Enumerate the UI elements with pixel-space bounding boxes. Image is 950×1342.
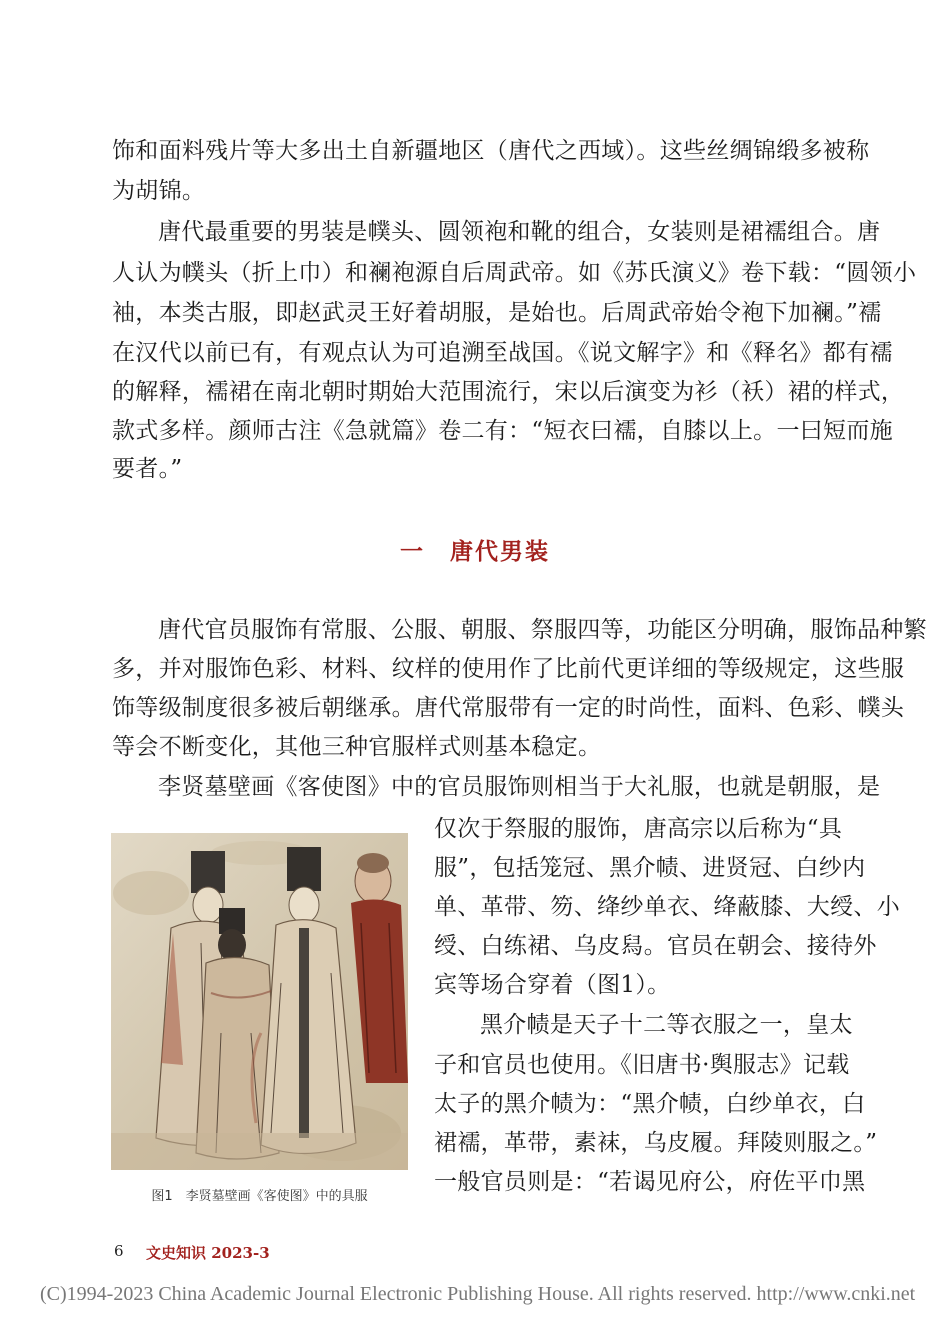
text-line: 宾等场合穿着（图1）。 xyxy=(434,972,671,998)
text-line: 唐代最重要的男装是幞头、圆领袍和靴的组合，女装则是裙襦组合。唐 xyxy=(158,219,881,245)
text-line: 饰和面料残片等大多出土自新疆地区（唐代之西域）。这些丝绸锦缎多被称 xyxy=(112,138,870,164)
page-number: 6 xyxy=(114,1242,124,1260)
text-line: 唐代官员服饰有常服、公服、朝服、祭服四等，功能区分明确，服饰品种繁 xyxy=(158,617,927,643)
text-line: 款式多样。颜师古注《急就篇》卷二有：“短衣曰襦，自膝以上。一曰短而施 xyxy=(112,418,893,444)
text-line: 饰等级制度很多被后朝继承。唐代常服带有一定的时尚性，面料、色彩、幞头 xyxy=(112,695,905,721)
journal-title: 文史知识 2023-3 xyxy=(146,1244,270,1262)
text-line: 袖，本类古服，即赵武灵王好着胡服，是始也。后周武帝始令袍下加襕。”襦 xyxy=(112,300,882,326)
text-line: 多，并对服饰色彩、材料、纹样的使用作了比前代更详细的等级规定，这些服 xyxy=(112,656,905,682)
text-line: 太子的黑介帻为：“黑介帻，白纱单衣，白 xyxy=(434,1091,866,1117)
text-line: 绶、白练裙、乌皮舄。官员在朝会、接待外 xyxy=(434,933,877,959)
text-line: 为胡锦。 xyxy=(112,178,206,204)
text-line: 子和官员也使用。《旧唐书·舆服志》记载 xyxy=(434,1052,850,1078)
text-line: 李贤墓壁画《客使图》中的官员服饰则相当于大礼服，也就是朝服，是 xyxy=(158,774,881,800)
text-line: 黑介帻是天子十二等衣服之一，皇太 xyxy=(480,1012,853,1038)
text-line: 的解释，襦裙在南北朝时期始大范围流行，宋以后演变为衫（袄）裙的样式， xyxy=(112,379,905,405)
text-line: 在汉代以前已有，有观点认为可追溯至战国。《说文解字》和《释名》都有襦 xyxy=(112,340,893,366)
text-line: 单、革带、笏、绛纱单衣、绛蔽膝、大绶、小 xyxy=(434,894,900,920)
text-line: 人认为幞头（折上巾）和襕袍源自后周武帝。如《苏氏演义》卷下载：“圆领小 xyxy=(112,260,917,286)
section-heading: 一 唐代男装 xyxy=(400,538,550,565)
mural-image xyxy=(111,833,408,1170)
text-line: 等会不断变化，其他三种官服样式则基本稳定。 xyxy=(112,734,602,760)
figure-caption: 图1 李贤墓壁画《客使图》中的具服 xyxy=(151,1189,368,1204)
text-line: 裙襦，革带，素袜，乌皮履。拜陵则服之。” xyxy=(434,1130,878,1156)
text-line: 要者。” xyxy=(112,456,183,482)
copyright-notice: (C)1994-2023 China Academic Journal Electronic Publishing House. All rights reserved. http://www.cnki.net xyxy=(40,1283,916,1305)
text-line: 服”，包括笼冠、黑介帻、进贤冠、白纱内 xyxy=(434,855,866,881)
text-line: 仅次于祭服的服饰，唐高宗以后称为“具 xyxy=(434,816,843,842)
text-line: 一般官员则是：“若谒见府公，府佐平巾黑 xyxy=(434,1169,866,1195)
